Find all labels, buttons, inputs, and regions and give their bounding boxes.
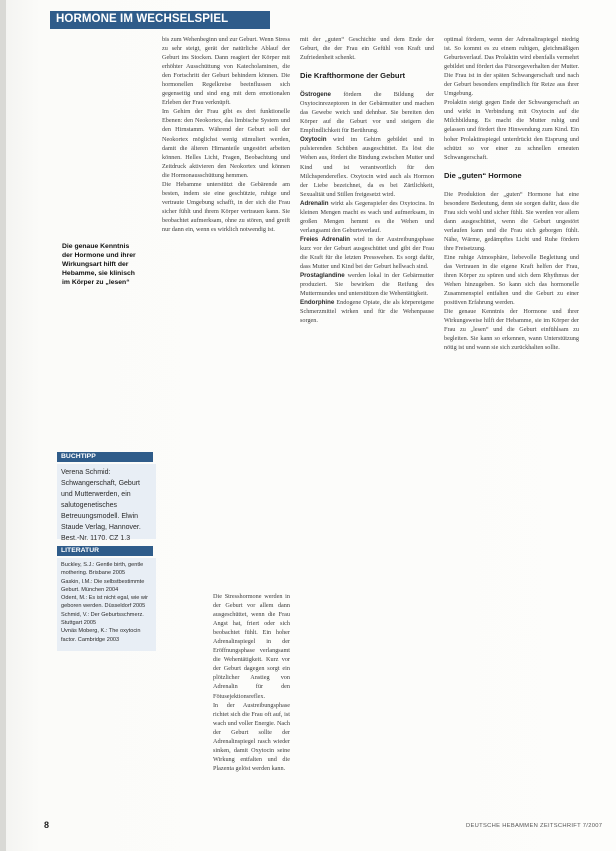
literatur-item: Gaskin, I.M.: Die selbstbestimmte Geburt. München 2004 <box>61 578 145 593</box>
page-number: 8 <box>44 820 50 830</box>
term-oxytocin: Oxytocin <box>300 136 327 144</box>
buchtipp-label: BUCHTIPP <box>61 453 96 460</box>
term-text: wird in der Austreibungsphase kurz vor der Geburt ausgeschüttet und gibt der Frau die Kraft für die letzten Presswehen. Es sorgt dafür, dass Mutter und Kind bei der Geburt hellwach sind. <box>300 235 434 271</box>
term-adrenalin: Adrenalin <box>300 199 329 207</box>
term-endorphine: Endorphine <box>300 299 335 307</box>
body-paragraph: mit der „guten“ Geschichte und dem Ende der Geburt, die der Frau ein Gefühl von Kraft und Zufriedenheit schenkt. <box>300 36 434 62</box>
text-column-4 <box>444 35 579 815</box>
heading-gute-hormone: Die „guten“ Hormone <box>444 170 522 180</box>
term-prostaglandine: Prostaglandine <box>300 272 345 280</box>
term-text: werden lokal in der Gebärmutter produziert. Sie bewirken die Reifung des Muttermundes und unterstützen die Wehentätigkeit. <box>300 272 434 298</box>
body-paragraph: Die genaue Kenntnis der Hormone und ihrer Wirkungsweise hilft der Hebamme, sie im Körper der Frau zu „lesen“ und die Geburt einfühlsam zu begleiten. Sie kann so erkennen, wann Unterstützung nötig ist und wann sie sich zurückhalten sollte. <box>444 308 579 352</box>
body-paragraph: Im Gehirn der Frau gibt es drei funktionelle Ebenen: den Neokortex, das limbische System und den Hirnstamm. Während der Geburt soll der Neokortex möglichst wenig stimuliert werden, damit die älteren Hirnanteile ungestört arbeiten können. Helles Licht, Fragen, Beobachtung und Zeitdruck aktivieren den Neokortex und können die Hormonausschüttung hemmen. <box>162 108 290 179</box>
literatur-item: Schmid, V.: Der Geburtsschmerz. Stuttgart 2005 <box>61 611 144 627</box>
body-paragraph: bis zum Wehenbeginn und zur Geburt. Wenn Stress zu sehr steigt, gerät der natürliche Ablauf der Geburt ins Stocken. Dann reagiert der Körper mit erhöhter Ausschüttung von Katecholaminen, die den Fortschritt der Geburt behindern können. Die hormonellen Regelkreise beeinflussen sich gegenseitig und sind eng mit dem emotionalen Erleben der Frau verknüpft. <box>162 36 290 107</box>
text-column-2 <box>162 35 290 587</box>
body-paragraph <box>300 271 434 298</box>
term-text: wird im Gehirn gebildet und in pulsierenden Schüben ausgeschüttet. Es löst die Wehen aus, fördert die Bindung zwischen Mutter und Kind und ist verantwortlich für den Milchspendereflex. Oxytocin wird auch als Hormon der Liebe bezeichnet, da es bei Zärtlichkeit, Sexualität und Stillen freigesetzt wird. <box>300 136 434 198</box>
text-column-2-narrow <box>213 592 290 810</box>
literatur-box <box>57 558 156 651</box>
page-gutter <box>0 0 6 851</box>
literatur-item: Buckley, S.J.: Gentle birth, gentle mothering. Brisbane 2005 <box>61 562 144 577</box>
section-title: HORMONE IM WECHSELSPIEL <box>56 13 229 25</box>
buchtipp-box <box>57 464 156 542</box>
literatur-header <box>57 546 153 556</box>
body-paragraph <box>300 298 434 325</box>
body-paragraph: Eine ruhige Atmosphäre, liebevolle Begleitung und das Vertrauen in die eigene Kraft helfen der Frau, ihren Körper zu spüren und sich dem Rhythmus der Wehen hinzugeben. So kann sich das hormonelle Zusammenspiel entfalten und die Geburt zu einer positiven Erfahrung werden. <box>444 253 579 307</box>
pull-quote: Die genaue Kenntnis der Hormone und ihrer Wirkungsart hilft der Hebamme, sie klinisch im Körper zu „lesen“ <box>62 243 136 286</box>
body-paragraph: Die Stresshormone werden in der Geburt vor allem dann ausgeschüttet, wenn die Frau Angst hat, friert oder sich beobachtet fühlt. Ein hoher Adrenalinspiegel in der Eröffnungsphase verlangsamt die Wehentätigkeit. Kurz vor der Geburt dagegen sorgt ein plötzlicher Anstieg von Adrenalin für den Fötusejektionsreflex. <box>213 593 290 700</box>
buchtipp-text: Verena Schmid: Schwangerschaft, Geburt und Mutterwerden, ein salutogenetisches Betreuungsmodell. Elwin Staude Verlag, Hannover. Best.-Nr. 1170. CZ 1.3 <box>61 469 141 542</box>
section-header <box>50 11 270 29</box>
body-paragraph <box>300 235 434 271</box>
body-paragraph: In der Austreibungsphase richtet sich die Frau oft auf, ist wach und voller Energie. Nach der Geburt sollte der Adrenalinspiegel rasch wieder sinken, damit Oxytocin seine Wirkung entfalten und die Plazenta gelöst werden kann. <box>213 701 290 772</box>
body-paragraph: Die Produktion der „guten“ Hormone hat eine besondere Bedeutung, denn sie sorgen dafür, dass die Frau sich wohl und sicher fühlt. Sie werden vor allem dann ausgeschüttet, wenn die Geburt ungestört verlaufen kann und die Frau sich geborgen fühlt. Nähe, Wärme, gedämpftes Licht und Ruhe fördern ihre Freisetzung. <box>444 190 579 252</box>
buchtipp-header <box>57 452 153 462</box>
term-text: fördern die Bildung der Oxytocinrezeptoren in der Gebärmutter und machen das Gewebe weich und dehnbar. Sie bereiten den Körper auf die Geburt vor und steigern die Empfindlichkeit für Berührung. <box>300 91 434 135</box>
literatur-item: Odent, M.: Es ist nicht egal, wie wir geboren werden. Düsseldorf 2005 <box>61 595 149 610</box>
literatur-label: LITERATUR <box>61 547 100 554</box>
body-paragraph <box>300 90 434 135</box>
term-text: wirkt als Gegenspieler des Oxytocins. In kleinen Mengen macht es wach und aufmerksam, in großen Mengen hemmt es die Wehen und verlangsamt den Geburtsverlauf. <box>300 199 434 234</box>
term-freies-adrenalin: Freies Adrenalin <box>300 235 351 243</box>
body-paragraph: Prolaktin steigt gegen Ende der Schwangerschaft an und wirkt in Verbindung mit Oxytocin auf die Milchbildung. Es macht die Mutter ruhig und gelassen und fördert ihre Hinwendung zum Kind. Ein hoher Prolaktinspiegel unterdrückt den Eisprung und schützt so vor einer zu schnellen erneuten Schwangerschaft. <box>444 99 579 161</box>
term-oestrogene: Östrogene <box>300 91 331 99</box>
body-paragraph: Die Hebamme unterstützt die Gebärende am besten, indem sie eine geschützte, ruhige und vertraute Umgebung schafft, in der sich die Frau sicher fühlt und ihrem Körper vertrauen kann. Sie beobachtet aufmerksam, ohne zu stören, und greift nur dann ein, wenn es wirklich notwendig ist. <box>162 180 290 233</box>
journal-name: DEUTSCHE HEBAMMEN ZEITSCHRIFT 7/2007 <box>466 823 603 829</box>
term-text: Endogene Opiate, die als körpereigene Schmerzmittel wirken und für die Wehenpause sorgen. <box>300 299 434 325</box>
literatur-item: Uvnäs Moberg, K.: The oxytocin factor. Cambridge 2003 <box>61 628 141 643</box>
body-paragraph <box>300 199 434 235</box>
body-paragraph: optimal fördern, wenn der Adrenalinspiegel niedrig ist. So kommt es zu einem ruhigen, gleichmäßigen Geburtsverlauf. Das Prolaktin wird ebenfalls vermehrt gebildet und fördert das Fürsorgeverhalten der Mutter. Die Frau ist in der späten Schwangerschaft und nach der Geburt besonders empfindlich für Reize aus ihrer Umgebung. <box>444 36 579 98</box>
text-column-3 <box>300 35 434 815</box>
body-paragraph <box>300 135 434 198</box>
heading-krafthormone: Die Krafthormone der Geburt <box>300 71 406 81</box>
